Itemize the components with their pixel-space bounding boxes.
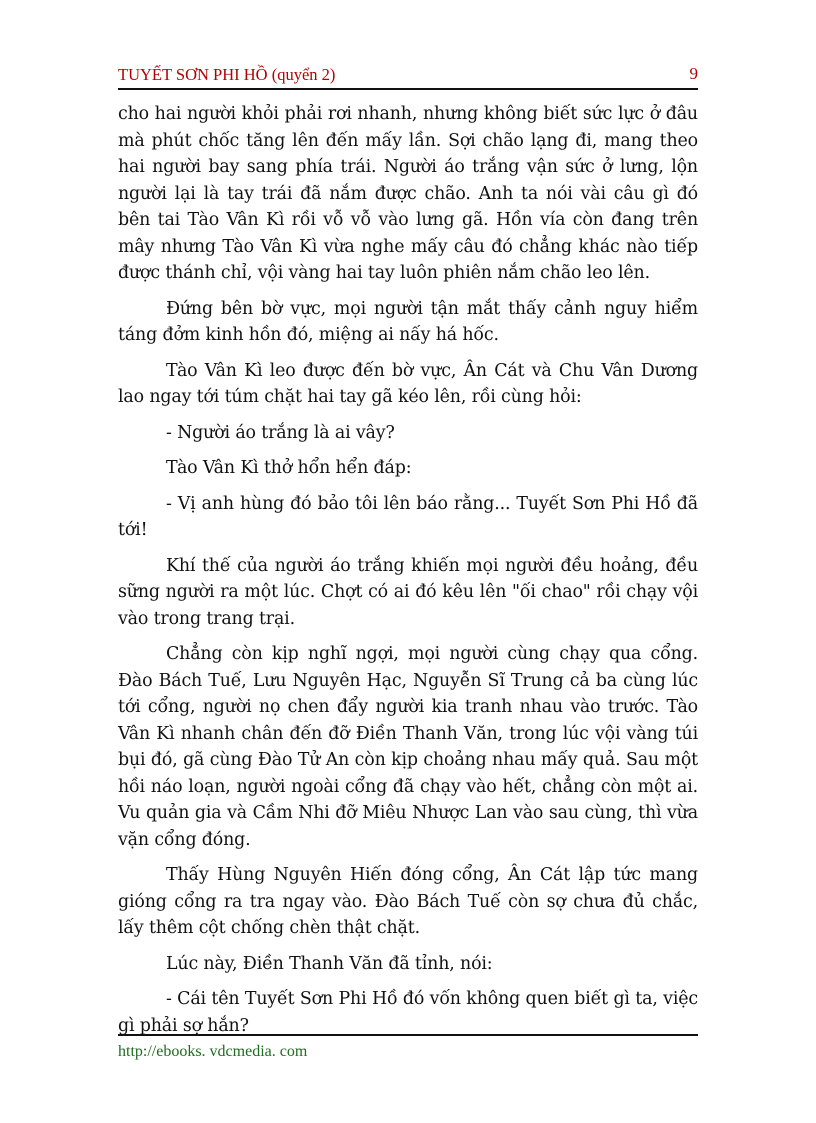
- paragraph: Đứng bên bờ vực, mọi người tận mắt thấy cảnh nguy hiểm táng đởm kinh hồn đó, miệng ai nấy há hốc.: [118, 298, 698, 345]
- book-title: TUYẾT SƠN PHI HỒ (quyển 2): [118, 65, 336, 84]
- dialogue-line: - Người áo trắng là ai vây?: [166, 422, 395, 443]
- dialogue-line: - Vị anh hùng đó bảo tôi lên báo rằng... Tuyết Sơn Phi Hồ đã tới!: [118, 493, 698, 540]
- dialogue-line: - Cái tên Tuyết Sơn Phi Hồ đó vốn không quen biết gì ta, việc gì phải sợ hắn?: [118, 989, 698, 1036]
- footer-divider: [118, 1034, 698, 1036]
- paragraph: Khí thế của người áo trắng khiến mọi người đều hoảng, đều sững người ra một lúc. Chợt có ai đó kêu lên "ối chao" rồi chạy vội vào trong trang trại.: [118, 555, 698, 629]
- paragraph: Thấy Hùng Nguyên Hiến đóng cổng, Ân Cát lập tức mang gióng cổng ra tra ngay vào. Đào Bách Tuế còn sợ chưa đủ chắc, lấy thêm cột chống chèn thật chặt.: [118, 865, 698, 938]
- paragraph: cho hai người khỏi phải rơi nhanh, nhưng không biết sức lực ở đâu mà phút chốc tăng lên đến mấy lần. Sợi chão lạng đi, mang theo hai người bay sang phía trái. Người áo trắng vận sức ở lưng, lộn người lại là tay trái đã nắm được chão. Anh ta nói vài câu gì đó bên tai Tào Vân Kì rồi vỗ vỗ vào lưng gã. Hồn vía còn đang trên mây nhưng Tào Vân Kì vừa nghe mấy câu đó chẳng khác nào tiếp được thánh chỉ, vội vàng hai tay luôn phiên nắm chão leo lên.: [118, 104, 698, 283]
- paragraph: Tào Vân Kì thở hổn hển đáp:: [166, 458, 412, 478]
- footer-link[interactable]: http://ebooks. vdcmedia. com: [118, 1043, 308, 1060]
- paragraph: Lúc này, Điền Thanh Văn đã tỉnh, nói:: [166, 953, 493, 974]
- paragraph: Tào Vân Kì leo được đến bờ vực, Ân Cát và Chu Vân Dương lao ngay tới túm chặt hai tay gã kéo lên, rồi cùng hỏi:: [118, 360, 698, 407]
- page-body: [118, 101, 698, 1048]
- page-number: 9: [689, 64, 698, 83]
- paragraph: Chẳng còn kịp nghĩ ngợi, mọi người cùng chạy qua cổng. Đào Bách Tuế, Lưu Nguyên Hạc, Nguyễn Sĩ Trung cả ba cùng lúc tới cổng, người nọ chen đẩy người kia tranh nhau vào trước. Tào Vân Kì nhanh chân đến đỡ Điền Thanh Văn, trong lúc vội vàng túi bụi đó, gã cùng Đào Tử An còn kịp choảng nhau mấy quả. Sau một hồi náo loạn, người ngoài cổng đã chạy vào hết, chẳng còn một ai. Vu quản gia và Cầm Nhi đỡ Miêu Nhược Lan vào sau cùng, thì vừa vặn cổng đóng.: [118, 644, 698, 850]
- page-header: [118, 62, 698, 90]
